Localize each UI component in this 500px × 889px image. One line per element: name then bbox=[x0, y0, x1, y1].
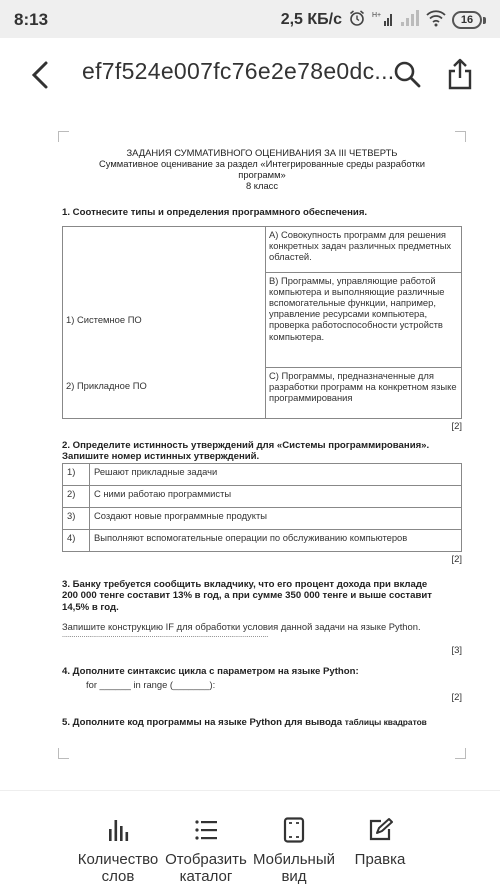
table-row bbox=[63, 529, 462, 551]
question-3-score: [3] bbox=[451, 645, 462, 656]
mobile-view-icon bbox=[249, 817, 339, 843]
table-row bbox=[63, 485, 462, 507]
doc-heading-2: Суммативное оценивание за раздел «Интегрированные среды разработки bbox=[99, 158, 425, 169]
doc-heading-3: программ» bbox=[238, 169, 286, 180]
question-5-bold: 5. Дополните код программы на языке Python для вывода bbox=[62, 716, 343, 728]
row-number: 3) bbox=[63, 507, 90, 529]
edit-icon bbox=[335, 817, 425, 843]
battery-icon bbox=[452, 11, 486, 29]
question-2-text-2: Запишите номер истинных утверждений. bbox=[62, 451, 260, 462]
row-number: 1) bbox=[63, 463, 90, 485]
question-4-score: [2] bbox=[451, 691, 462, 703]
doc-heading-4: 8 класс bbox=[245, 180, 279, 191]
q1-definition-b: В) Программы, управляющие работой компьютера и выполняющие различные вспомогательные функции, например, управление ресурсами компьютера, проверка работоспособности устройств компьютера. bbox=[266, 272, 462, 367]
doc-heading-1: ЗАДАНИЯ СУММАТИВНОГО ОЦЕНИВАНИЯ ЗА III ЧЕТВЕРТЬ bbox=[126, 147, 398, 158]
question-3-text-2: 200 000 тенге составит 13% в год, а при сумме 350 000 тенге и выше составит bbox=[62, 590, 432, 601]
mobile-view-label-1: Мобильный bbox=[253, 851, 335, 868]
svg-text:H+: H+ bbox=[372, 12, 382, 19]
status-icons bbox=[281, 9, 486, 31]
row-number: 2) bbox=[63, 485, 90, 507]
question-1-score: [2] bbox=[451, 420, 462, 432]
alarm-icon bbox=[348, 9, 366, 31]
document-header bbox=[62, 147, 462, 191]
question-4-text: 4. Дополните синтаксис цикла с параметром на языке Python: bbox=[62, 666, 359, 677]
row-statement: Выполняют вспомогательные операции по обслуживанию компьютеров bbox=[90, 529, 462, 551]
q1-left-item-2: 2) Прикладное ПО bbox=[66, 379, 147, 391]
share-icon[interactable] bbox=[447, 58, 473, 90]
signal-4g-icon bbox=[372, 9, 394, 31]
mobile-view-label-2: вид bbox=[281, 868, 307, 885]
show-catalog-label-1: Отобразить bbox=[165, 851, 247, 868]
question-2-table bbox=[62, 463, 462, 552]
document-page bbox=[62, 133, 462, 773]
edit-button[interactable] bbox=[335, 817, 425, 868]
table-row bbox=[63, 463, 462, 485]
mobile-view-button[interactable] bbox=[249, 817, 339, 885]
word-count-label-1: Количество bbox=[77, 851, 159, 868]
status-bar bbox=[0, 0, 500, 38]
app-bar bbox=[0, 38, 500, 112]
battery-level: 16 bbox=[452, 11, 482, 29]
question-3-text-3: 14,5% в год. bbox=[62, 601, 119, 613]
bottom-toolbar bbox=[0, 790, 500, 889]
question-5-text bbox=[62, 717, 462, 728]
question-2-score: [2] bbox=[451, 553, 462, 565]
q1-definition-c: С) Программы, предназначенные для разработки программ на конкретном языке программирования bbox=[266, 367, 462, 418]
table-row bbox=[63, 507, 462, 529]
bar-chart-icon bbox=[73, 817, 163, 843]
show-catalog-label-2: каталог bbox=[179, 868, 233, 885]
question-3-text-1: 3. Банку требуется сообщить вкладчику, что его процент дохода при вкладе bbox=[62, 578, 428, 590]
back-arrow-icon[interactable] bbox=[28, 60, 54, 90]
question-3-task: Запишите конструкцию IF для обработки условия данной задачи на языке Python. bbox=[62, 621, 421, 632]
show-catalog-button[interactable] bbox=[161, 817, 251, 885]
wifi-icon bbox=[426, 9, 446, 31]
q1-left-cell bbox=[63, 226, 266, 418]
row-statement: Решают прикладные задачи bbox=[90, 463, 462, 485]
row-statement: С ними работаю программисты bbox=[90, 485, 462, 507]
search-icon[interactable] bbox=[393, 60, 421, 88]
question-5-tail: таблицы квадратов bbox=[344, 716, 427, 727]
row-statement: Создают новые программные продукты bbox=[90, 507, 462, 529]
question-2-text-1: 2. Определите истинность утверждений для «Системы программирования». bbox=[62, 439, 430, 451]
q1-left-item-1: 1) Системное ПО bbox=[66, 313, 142, 325]
status-time: 8:13 bbox=[14, 10, 49, 29]
row-number: 4) bbox=[63, 529, 90, 551]
network-speed: 2,5 КБ/с bbox=[280, 11, 342, 28]
document-title: ef7f524e007fc76e2e78e0dc... bbox=[82, 58, 395, 84]
word-count-label-2: слов bbox=[101, 868, 135, 885]
question-3-answer-line: .......................................................................................................... bbox=[62, 632, 269, 639]
list-icon bbox=[161, 817, 251, 843]
edit-label-1: Правка bbox=[354, 851, 406, 868]
question-1-table bbox=[62, 226, 462, 419]
signal-bars-icon bbox=[400, 9, 420, 31]
word-count-button[interactable] bbox=[73, 817, 163, 885]
q1-definition-a: А) Совокупность программ для решения конкретных задач различных предметных областей. bbox=[266, 226, 462, 272]
question-4-code: for ______ in range (_______): bbox=[86, 678, 216, 690]
question-1-text: 1. Соотнесите типы и определения программного обеспечения. bbox=[62, 207, 368, 218]
